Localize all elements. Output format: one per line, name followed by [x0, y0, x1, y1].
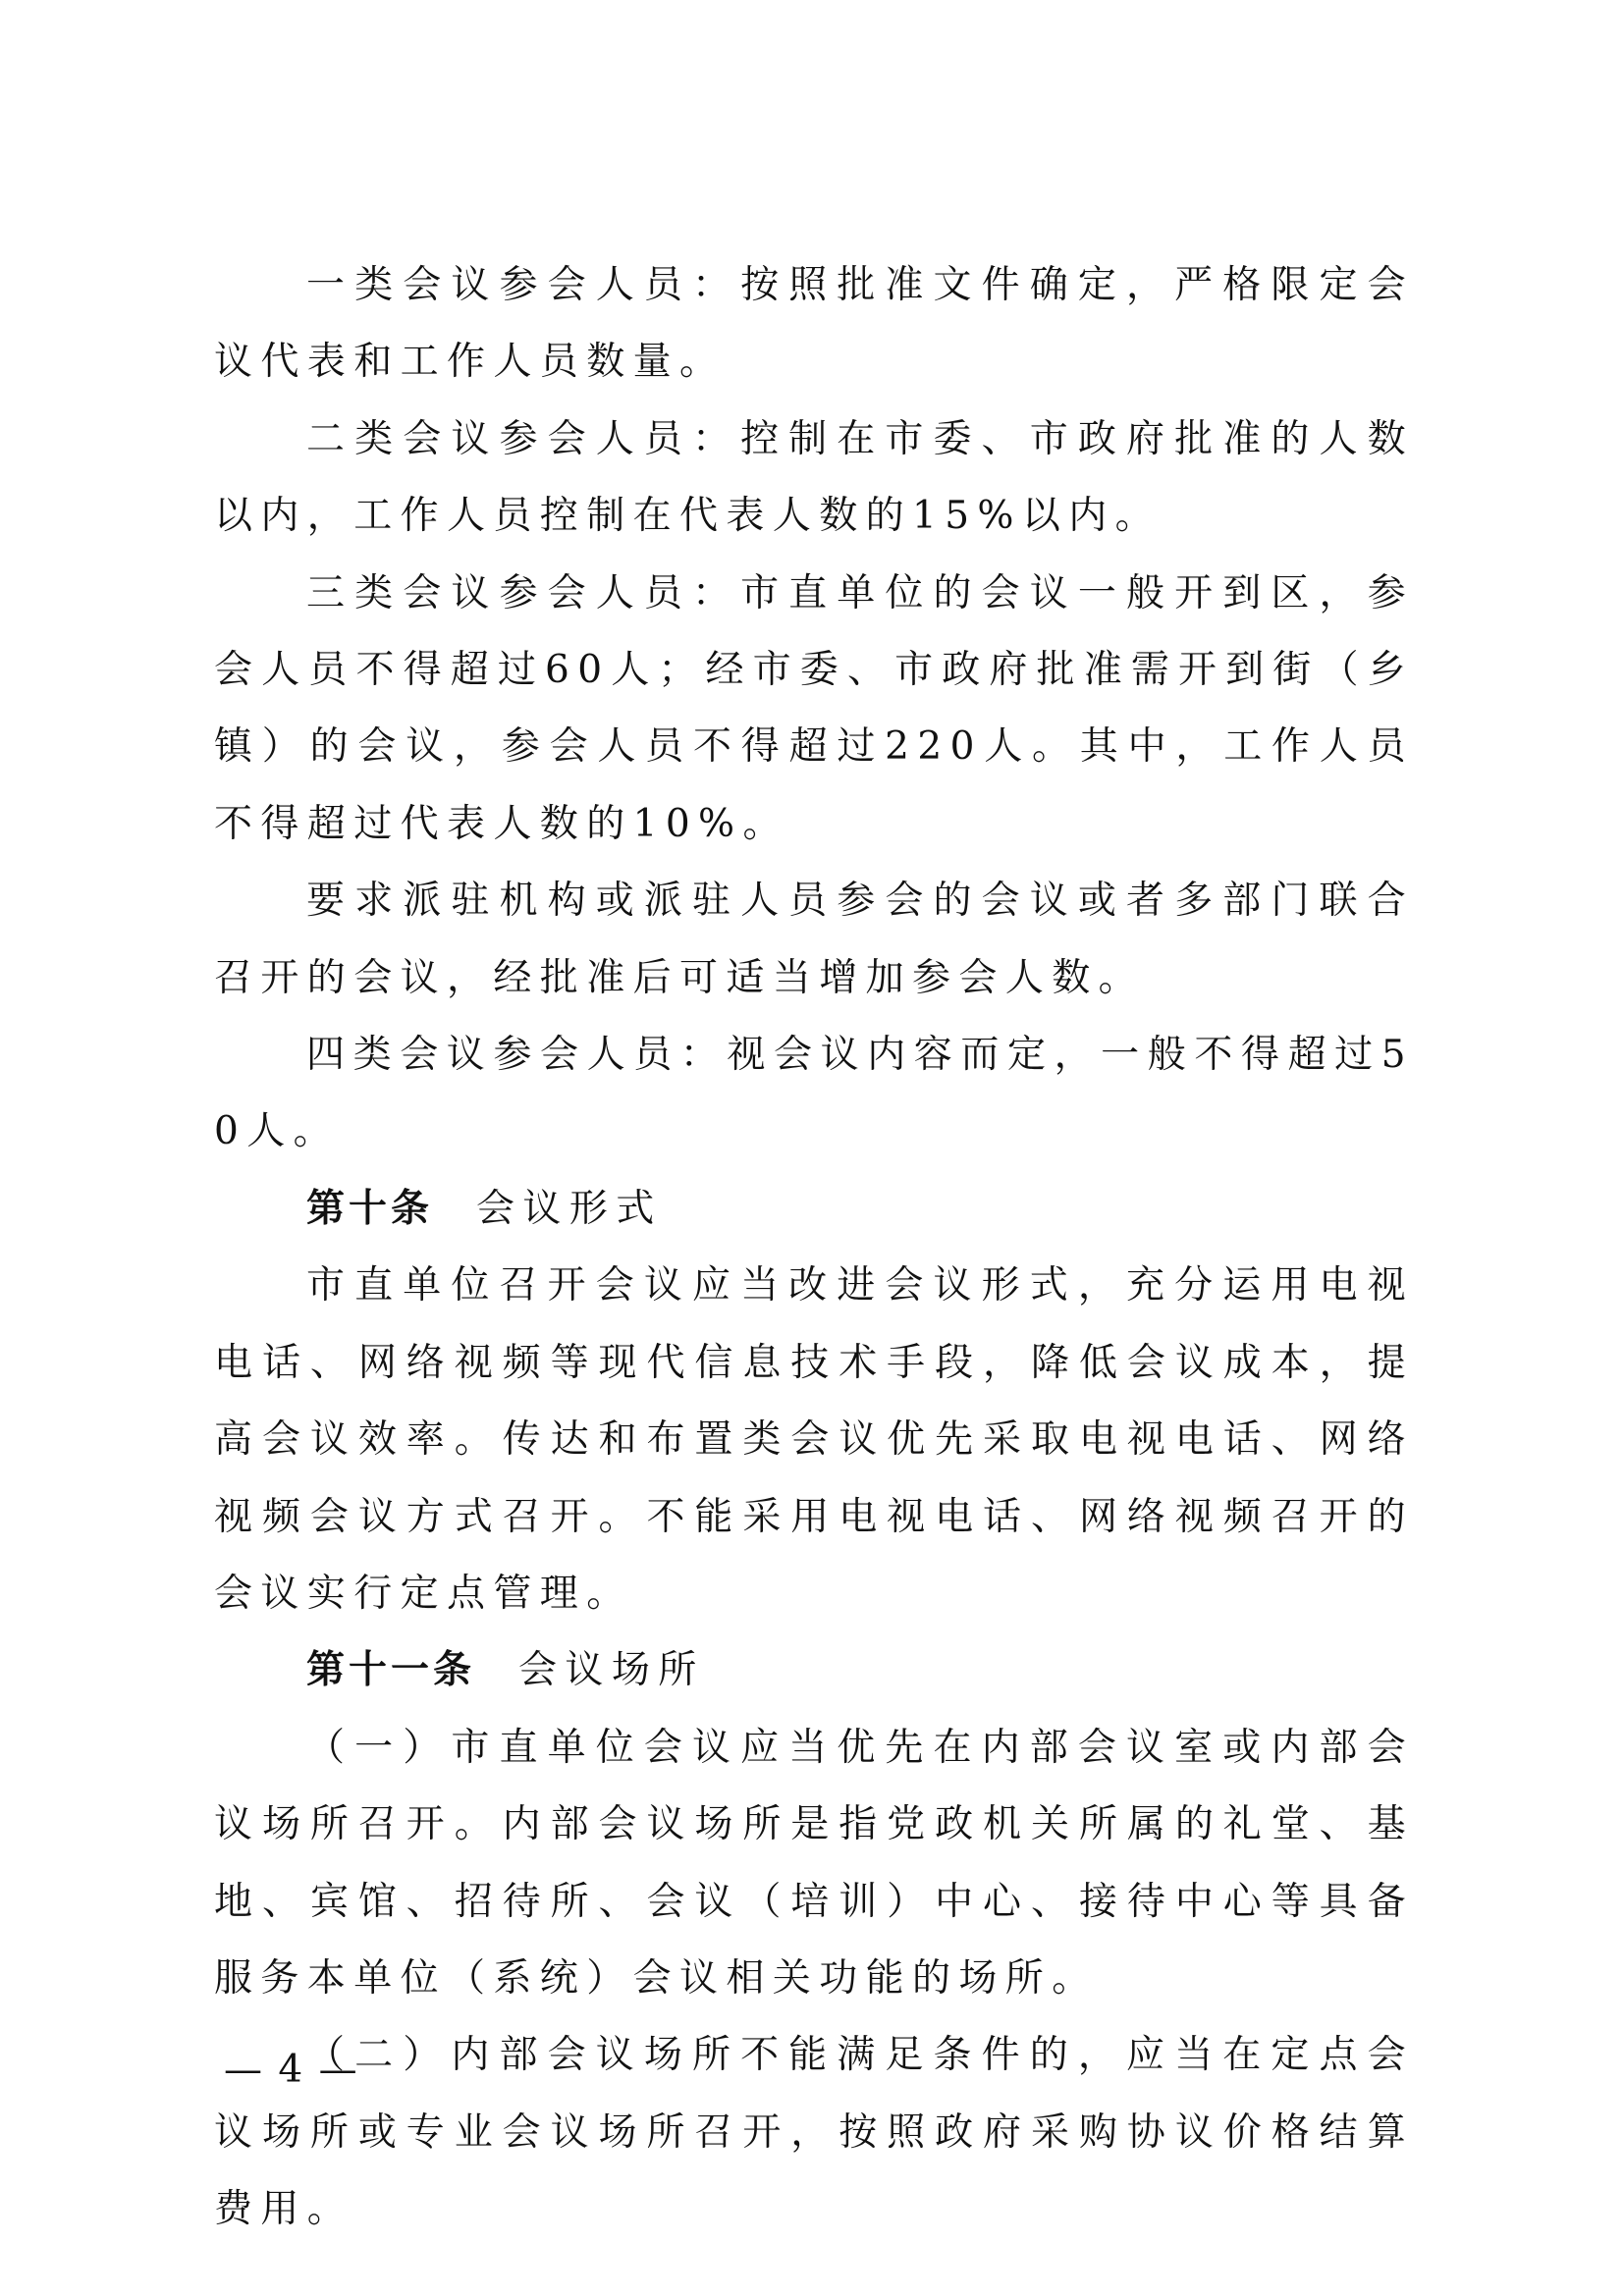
article-10-heading — [214, 1171, 1414, 1248]
document-body — [214, 247, 1414, 2249]
page-number: — 4 — — [224, 2048, 359, 2092]
paragraph-class2-attendees: 二类会议参会人员：控制在市委、市政府批准的人数以内，工作人员控制在代表人数的15%以内。 — [214, 416, 1414, 539]
article-11-paragraph-1: （一）市直单位会议应当优先在内部会议室或内部会议场所召开。内部会议场所是指党政机关所属的礼堂、基地、宾馆、招待所、会议（培训）中心、接待中心等具备服务本单位（系统）会议相关功能的场所。 — [214, 1725, 1414, 2001]
article-11-title: 会议场所 — [518, 1648, 705, 1693]
article-10-title: 会议形式 — [476, 1186, 663, 1231]
paragraph-class3-attendees: 三类会议参会人员：市直单位的会议一般开到区，参会人员不得超过60人；经市委、市政府批准需开到街（乡镇）的会议，参会人员不得超过220人。其中，工作人员不得超过代表人数的10%。 — [214, 570, 1414, 846]
paragraph-class1-attendees: 一类会议参会人员：按照批准文件确定，严格限定会议代表和工作人员数量。 — [214, 263, 1414, 385]
article-11-paragraph-2: （二）内部会议场所不能满足条件的，应当在定点会议场所或专业会议场所召开，按照政府采购协议价格结算费用。 — [214, 2033, 1414, 2232]
article-11-heading — [214, 1632, 1414, 1709]
paragraph-joint-meetings: 要求派驻机构或派驻人员参会的会议或者多部门联合召开的会议，经批准后可适当增加参会人数。 — [214, 879, 1414, 1000]
article-10-paragraph: 市直单位召开会议应当改进会议形式，充分运用电视电话、网络视频等现代信息技术手段，降低会议成本，提高会议效率。传达和布置类会议优先采取电视电话、网络视频会议方式召开。不能采用电视电话、网络视频召开的会议实行定点管理。 — [214, 1263, 1414, 1616]
article-11-number: 第十一条 — [306, 1648, 476, 1693]
paragraph-class4-attendees: 四类会议参会人员：视会议内容而定，一般不得超过50人。 — [214, 1033, 1414, 1154]
article-10-number: 第十条 — [306, 1186, 434, 1231]
